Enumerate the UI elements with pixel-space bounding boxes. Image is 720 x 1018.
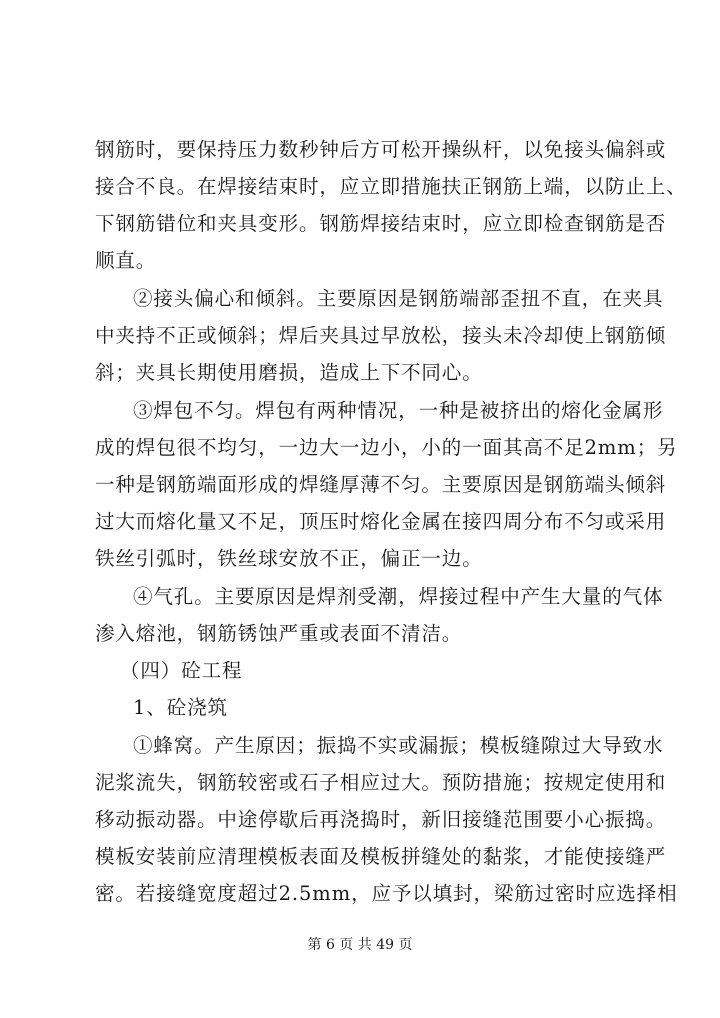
paragraph-line: 下钢筋错位和夹具变形。钢筋焊接结束时，应立即检查钢筋是否 — [95, 212, 667, 235]
paragraph-line: 模板安装前应清理模板表面及模板拼缝处的黏浆，才能使接缝严 — [95, 845, 667, 868]
subsection-heading: 1、砼浇筑 — [133, 696, 228, 719]
paragraph-line: 一种是钢筋端面形成的焊缝厚薄不匀。主要原因是钢筋端头倾斜 — [95, 473, 667, 496]
section-heading: （四）砼工程 — [120, 659, 243, 682]
paragraph-line: 中夹持不正或倾斜；焊后夹具过早放松，接头未冷却使上钢筋倾 — [95, 324, 667, 347]
paragraph-line: 铁丝引弧时，铁丝球安放不正，偏正一边。 — [95, 547, 483, 570]
page-footer: 第 6 页 共 49 页 — [307, 937, 413, 953]
paragraph-line: 移动振动器。中途停歇后再浇捣时，新旧接缝范围要小心振捣。 — [95, 808, 667, 831]
paragraph-line: 渗入熔池，钢筋锈蚀严重或表面不清洁。 — [95, 622, 463, 645]
paragraph-line: ④气孔。主要原因是焊剂受潮，焊接过程中产生大量的气体 — [133, 585, 664, 608]
paragraph-line: 接合不良。在焊接结束时，应立即措施扶正钢筋上端，以防止上、 — [95, 175, 687, 198]
paragraph-line: 密。若接缝宽度超过2.5mm，应予以填封，梁筋过密时应选择相 — [95, 882, 678, 905]
paragraph-line: 顺直。 — [95, 249, 157, 272]
paragraph-line: ②接头偏心和倾斜。主要原因是钢筋端部歪扭不直，在夹具 — [133, 287, 664, 310]
paragraph-line: 钢筋时，要保持压力数秒钟后方可松开操纵杆，以免接头偏斜或 — [95, 138, 667, 161]
paragraph-line: 成的焊包很不均匀，一边大一边小，小的一面其高不足2mm；另 — [95, 436, 678, 459]
paragraph-line: 泥浆流失，钢筋较密或石子相应过大。预防措施；按规定使用和 — [95, 771, 667, 794]
paragraph-line: 过大而熔化量又不足，顶压时熔化金属在接四周分布不匀或采用 — [95, 510, 667, 533]
paragraph-line: ③焊包不匀。焊包有两种情况，一种是被挤出的熔化金属形 — [133, 399, 664, 422]
paragraph-line: ①蜂窝。产生原因；振捣不实或漏振；模板缝隙过大导致水 — [133, 734, 664, 757]
paragraph-line: 斜；夹具长期使用磨损，造成上下不同心。 — [95, 361, 483, 384]
